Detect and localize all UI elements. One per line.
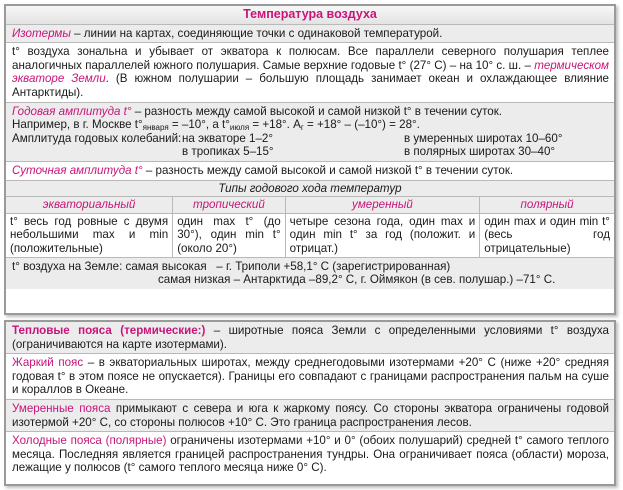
amplitude-polar: в полярных широтах 30–40° (404, 145, 556, 159)
temperate-belts-term: Умеренные пояса (12, 401, 111, 415)
temperature-types-title: Типы годового хода температур (6, 181, 614, 198)
type-cell-temperate: четыре сезона года, один max и один min t° за год (положит. и отрицат.) (286, 214, 481, 257)
amplitude-values (12, 132, 609, 159)
temperate-belts-row (6, 400, 614, 432)
type-cell-polar: один max и один min t° (весь год отрицательные) (484, 214, 610, 255)
amplitude-equator: на экваторе 1–2° (182, 131, 274, 145)
thermal-equator-term: термическом экваторе Земли (12, 58, 609, 86)
hot-belt-text: – в экваториальных широтах, между среднегодовыми изотермами +20° С (ниже +20° средняя годовая t° в этом поясе не опускается). Границы его совпадают с границами распространения пальм на суше и кораллов в Океане. (12, 356, 609, 397)
thermal-belts-text: – широтные пояса Земли с определенными условиями t° воздуха (ограничиваются на карте изотермами). (12, 324, 609, 351)
zonality-text-2: . (В южном полушарии – большую площадь занимает океан и охлаждающее влияние Антарктиды). (12, 72, 609, 99)
earth-lowest: самая низкая – Антарктида –89,2° С, г. Оймякон (в сев. полушар.) –71° С. (158, 273, 556, 287)
type-cell-equatorial: t° весь год ровные с двумя небольшими max и min (положительные) (6, 214, 173, 257)
example-part-a: Например, в г. Москве t° (12, 118, 143, 132)
hot-belt-row (6, 354, 614, 400)
type-header-polar: полярный (480, 197, 614, 213)
cold-belts-row (6, 432, 614, 477)
amplitude-spacer (12, 145, 182, 159)
thermal-belts-term: Тепловые пояса (термические:) (12, 324, 206, 337)
type-cell-tropical: один max t° (до 30°), один min t° (около 20°) (173, 214, 285, 257)
air-temperature-table (4, 4, 616, 315)
amplitude-tropics: в тропиках 5–15° (182, 145, 274, 159)
hot-belt-term: Жаркий пояс (12, 356, 84, 370)
example-part-b: = –10°, а t° (168, 118, 230, 132)
thermal-belts-row (6, 322, 614, 354)
daily-amplitude-row (6, 162, 614, 181)
example-part-d: = +18° – (–10°) = 28°. (303, 118, 420, 132)
earth-highest: t° воздуха на Земле: самая высокая – г. Триполи +58,1° С (зарегистрированная) (12, 259, 451, 273)
types-body-row (6, 214, 614, 258)
isotherms-row (6, 25, 614, 44)
type-header-equatorial: экваториальный (6, 197, 173, 213)
temperate-belts-text: примыкают с севера и юга к жаркому поясу. Со стороны экватора ограничены годовой изотермой +20° С, со стороны полюсов +10° С. Это граница распространения лесов. (12, 401, 609, 429)
annual-amplitude-text: – разность между самой высокой и самой низкой t° в течении суток. (131, 104, 502, 118)
moscow-example (12, 118, 609, 132)
thermal-belts-table (4, 320, 616, 486)
daily-amplitude-text: – разность между самой высокой и самой низкой t° в течении суток. (142, 163, 514, 177)
sub-january: января (142, 123, 169, 133)
type-header-tropical: тропический (173, 197, 285, 213)
zonality-text-1: t° воздуха зональна и убывает от экватора к полюсам. Все параллели северного полушария теплее аналогичных параллелей южного полушария. Самые верхние годовые t° (27° C) – на 10° с. ш. – (12, 45, 609, 72)
type-header-temperate: умеренный (286, 197, 481, 213)
cold-belts-text: ограничены изотермами +10° и 0° (обоих полушарий) средней t° самого теплого месяца. Последняя является границей распространения тундры. Она ограничивает пояса (области) мороза, лежащие у полюсов (t° самого теплого месяца ниже 0° С). (12, 434, 610, 475)
table-title: Температура воздуха (6, 6, 614, 25)
cold-belts-term: Холодные пояса (полярные) (12, 434, 167, 448)
isotherms-text: – линии на картах, соединяющие точки с одинаковой температурой. (70, 26, 443, 40)
annual-amplitude-definition (12, 105, 609, 119)
example-part-c: = +18°. A (249, 118, 301, 132)
sub-july: июля (229, 123, 250, 133)
zonality-row (6, 43, 614, 102)
types-header-row (6, 197, 614, 214)
amplitude-temperate: в умеренных широтах 10–60° (404, 131, 563, 145)
sub-g: г (300, 123, 304, 133)
earth-extremes-row (6, 258, 614, 289)
isotherms-term: Изотермы (12, 26, 71, 40)
annual-amplitude-term: Годовая амплитуда t° (12, 104, 132, 118)
annual-amplitude-row (6, 103, 614, 162)
amplitude-label: Амплитуда годовых колебаний: (12, 131, 182, 145)
daily-amplitude-term: Суточная амплитуда t° (12, 163, 143, 177)
